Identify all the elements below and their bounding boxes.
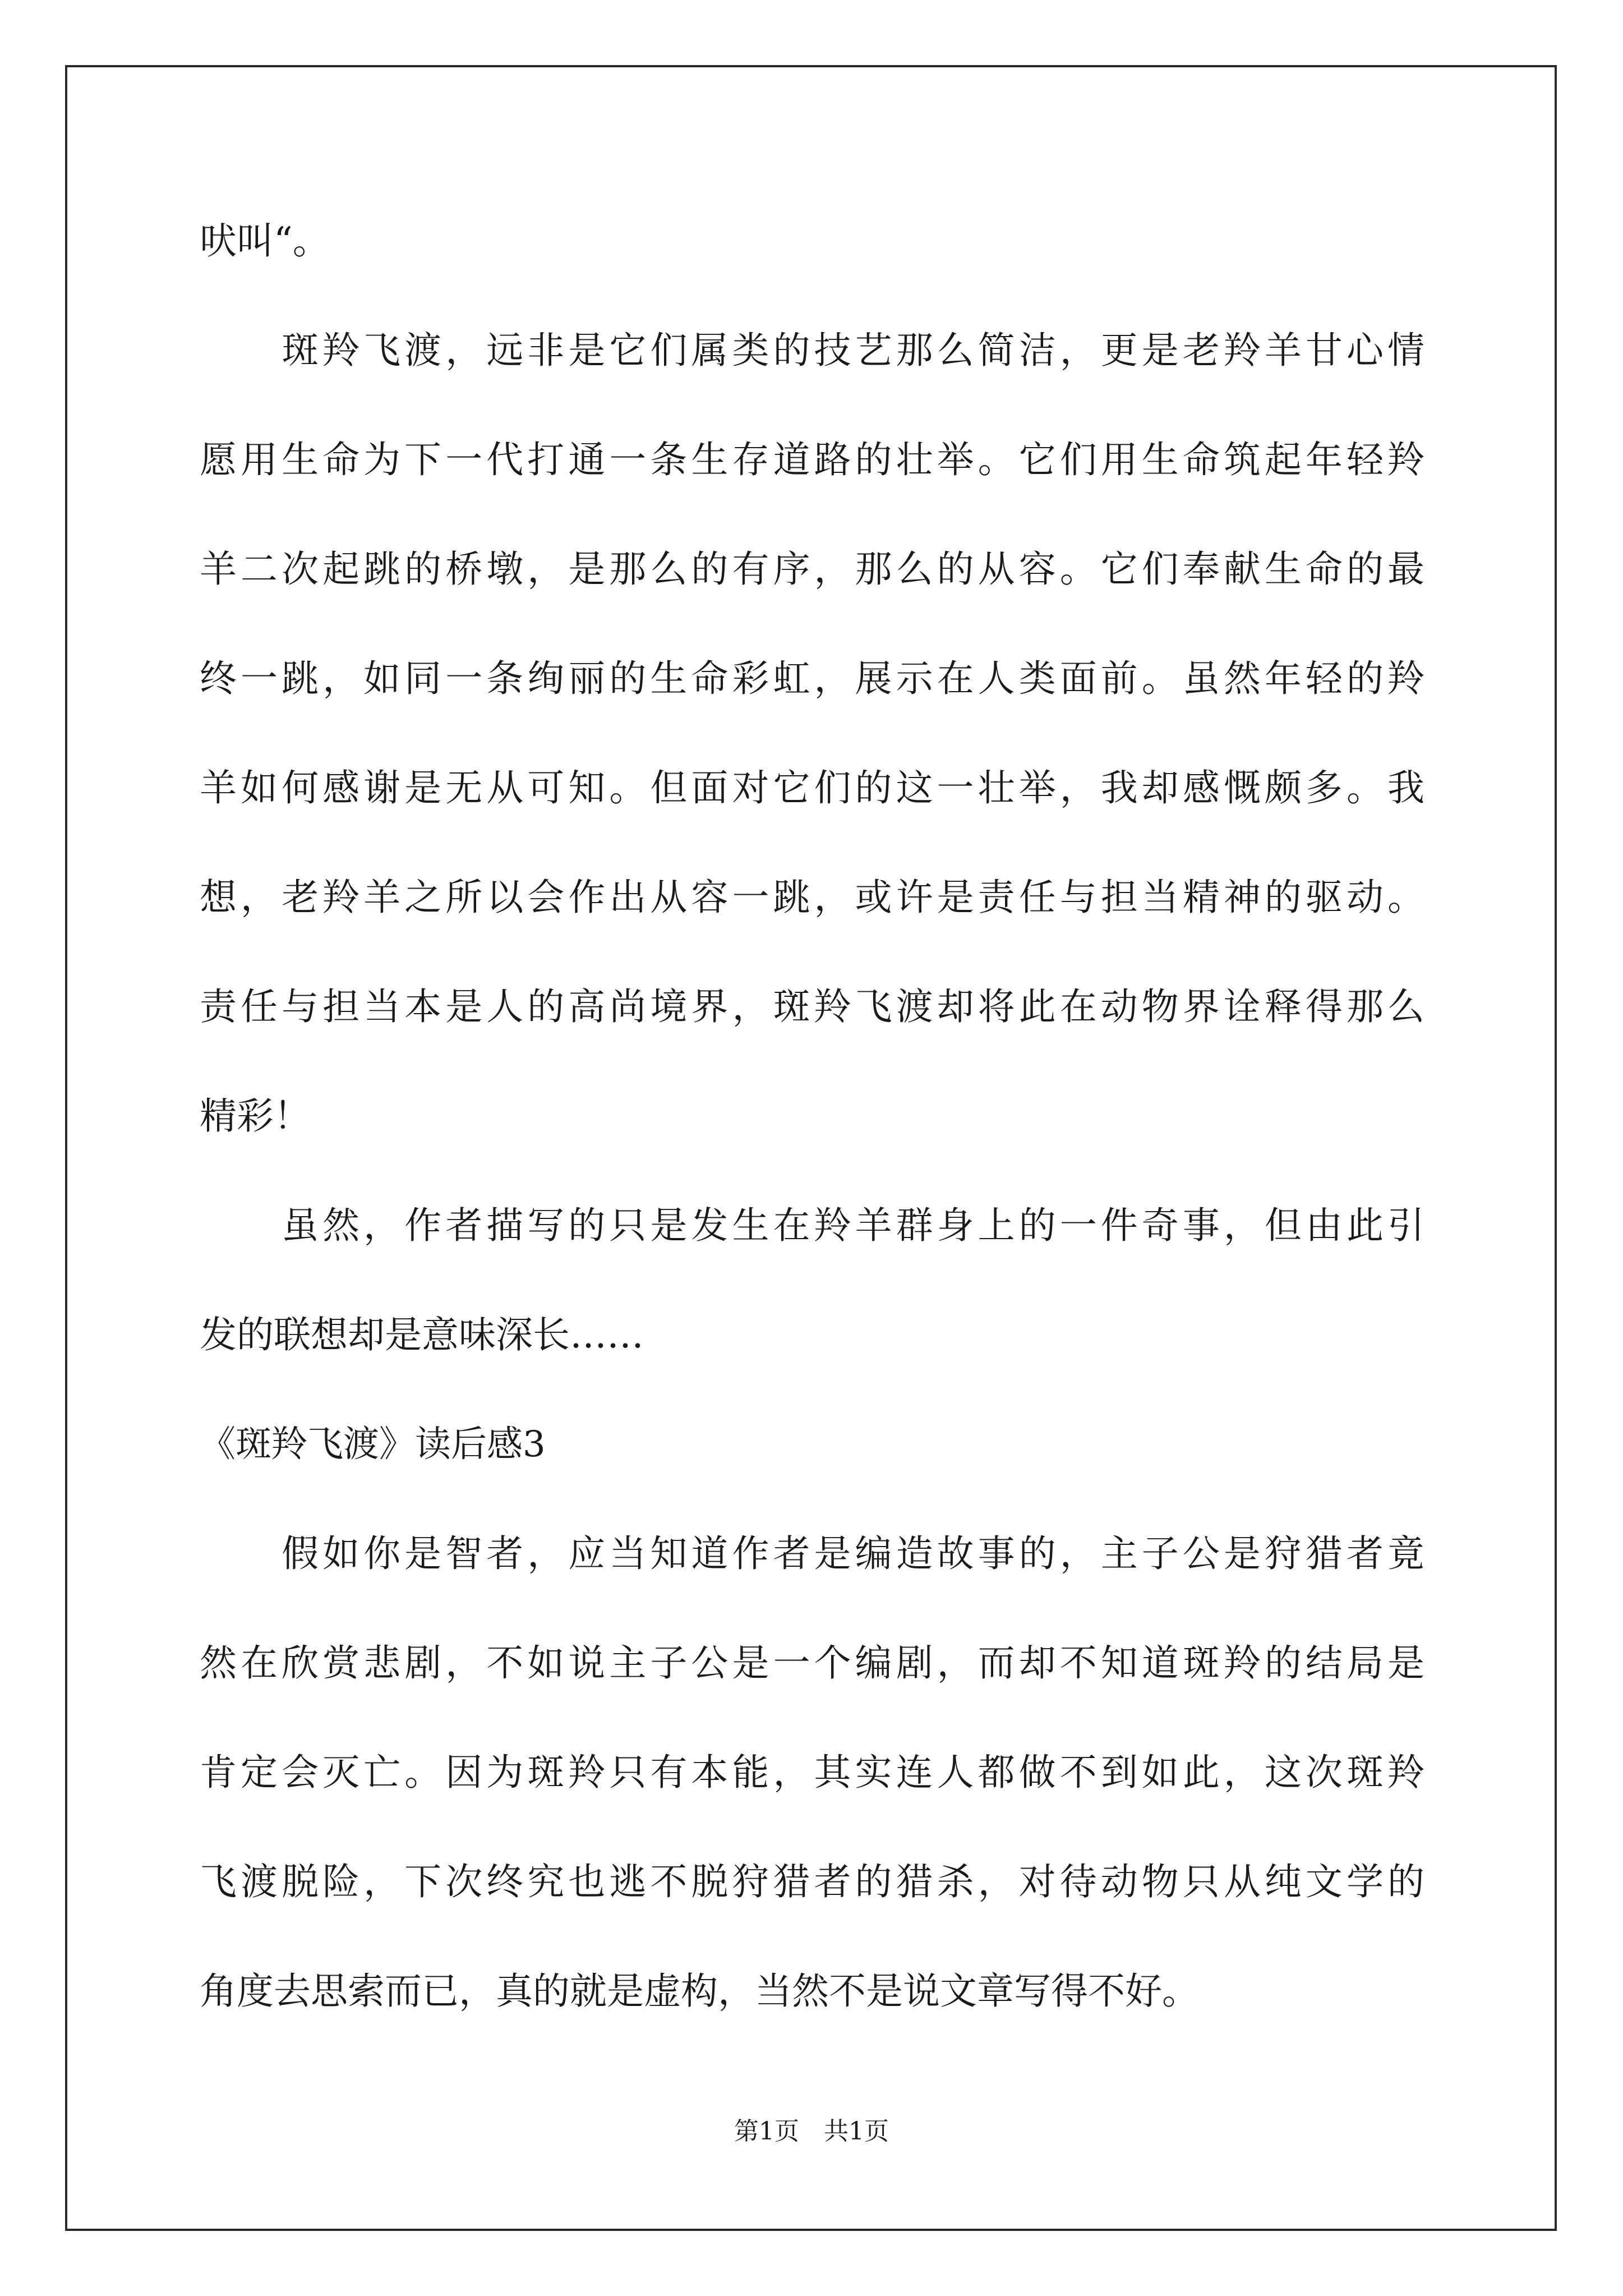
text-line: 发的联想却是意味深长……: [200, 1313, 644, 1356]
text-line: 假如你是智者，应当知道作者是编造故事的，主子公是狩猎者竟: [200, 1532, 1424, 1575]
text-line: 然在欣赏悲剧，不如说主子公是一个编剧，而却不知道斑羚的结局是: [200, 1641, 1424, 1685]
text-line: 终一跳，如同一条绚丽的生命彩虹，展示在人类面前。虽然年轻的羚: [200, 657, 1424, 700]
page-footer: 第1页 共1页: [734, 2117, 889, 2146]
text-line: 虽然，作者描写的只是发生在羚羊群身上的一件奇事，但由此引: [200, 1204, 1424, 1247]
section-heading: 《斑羚飞渡》读后感3: [200, 1424, 546, 1465]
text-line: 飞渡脱险，下次终究也逃不脱狩猎者的猎杀，对待动物只从纯文学的: [200, 1860, 1424, 1903]
text-line: 吠叫“。: [200, 219, 330, 263]
text-line: 愿用生命为下一代打通一条生存道路的壮举。它们用生命筑起年轻羚: [200, 438, 1424, 481]
text-line: 想，老羚羊之所以会作出从容一跳，或许是责任与担当精神的驱动。: [200, 876, 1424, 919]
text-line: 羊如何感谢是无从可知。但面对它们的这一壮举，我却感慨颇多。我: [200, 766, 1424, 809]
text-line: 斑羚飞渡，远非是它们属类的技艺那么简洁，更是老羚羊甘心情: [200, 329, 1424, 372]
text-line: 羊二次起跳的桥墩，是那么的有序，那么的从容。它们奉献生命的最: [200, 547, 1424, 591]
text-line: 肯定会灭亡。因为斑羚只有本能，其实连人都做不到如此，这次斑羚: [200, 1751, 1424, 1794]
document-body: [200, 213, 1424, 2073]
text-line: 精彩！: [200, 1094, 311, 1138]
text-line: 责任与担当本是人的高尚境界，斑羚飞渡却将此在动物界诠释得那么: [200, 985, 1424, 1028]
text-line: 角度去思索而已，真的就是虚构，当然不是说文章写得不好。: [200, 1970, 1199, 2013]
